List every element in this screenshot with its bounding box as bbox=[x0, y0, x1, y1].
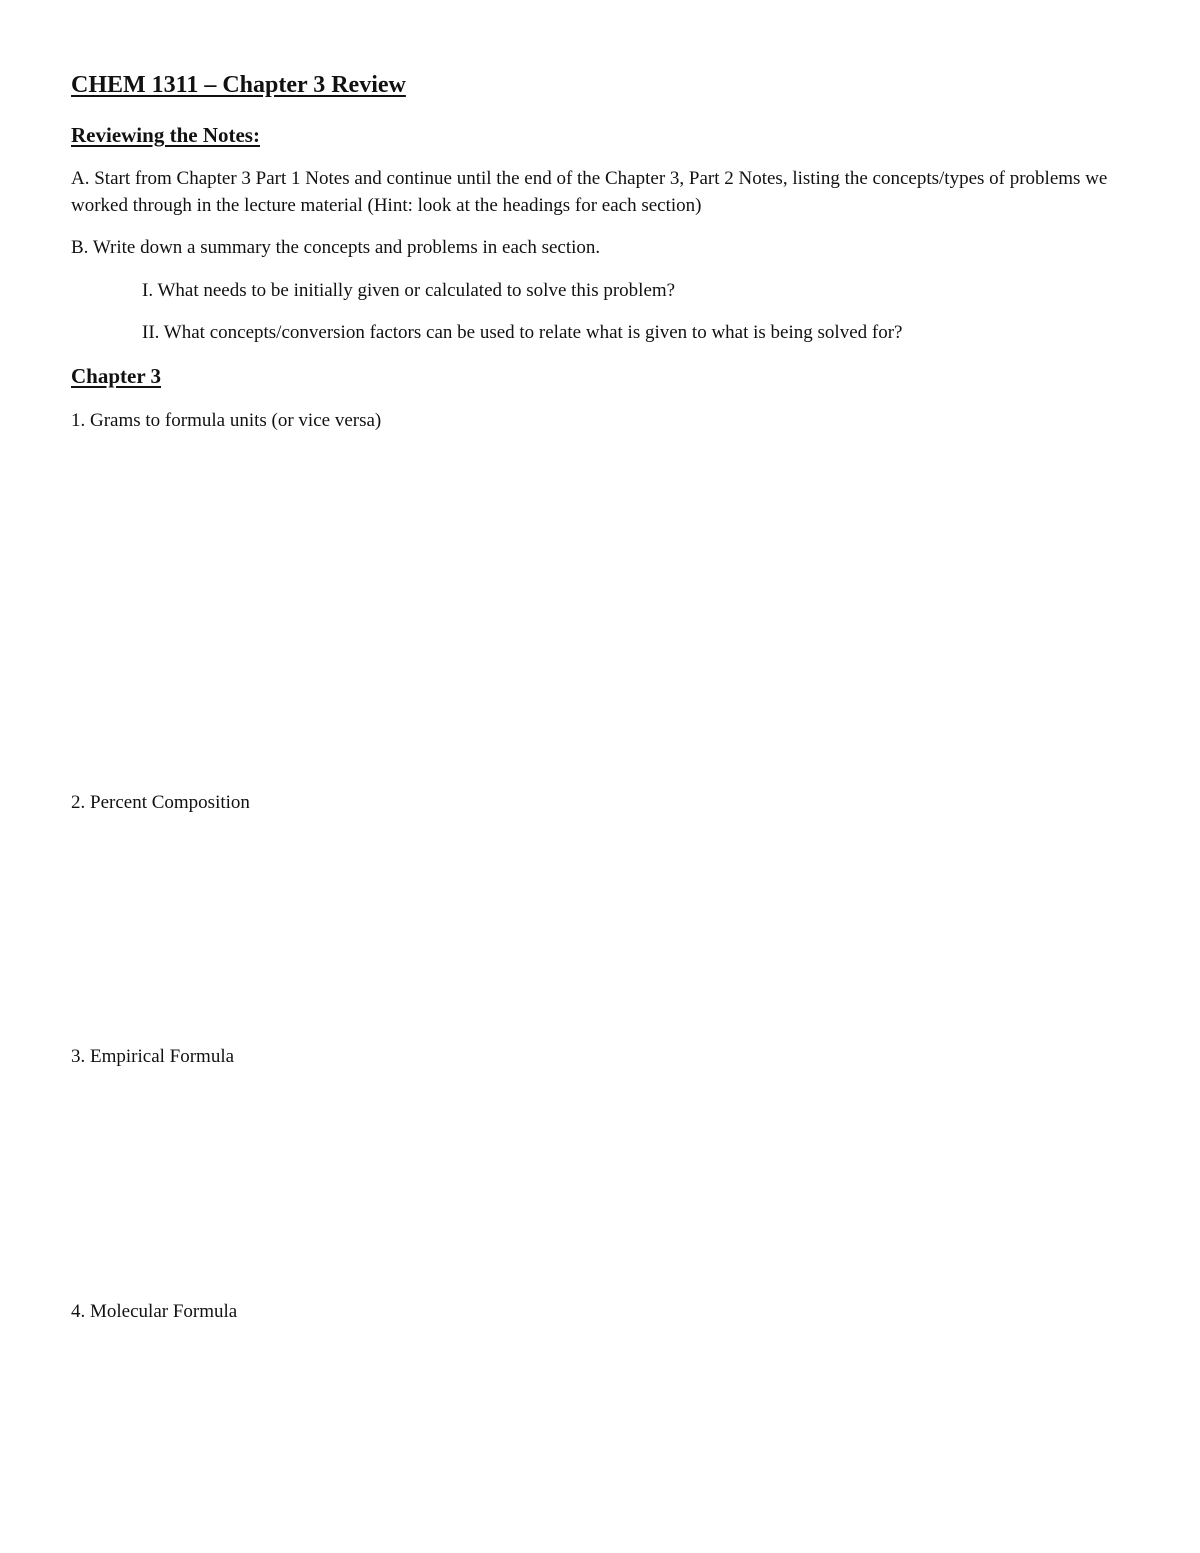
chapter-3-heading: Chapter 3 bbox=[71, 364, 162, 388]
problem-item-1: 1. Grams to formula units (or vice versa) bbox=[71, 410, 382, 431]
problem-item-3: 3. Empirical Formula bbox=[71, 1046, 235, 1067]
problem-item-2: 2. Percent Composition bbox=[71, 792, 250, 813]
instruction-a: A. Start from Chapter 3 Part 1 Notes and continue until the end of the Chapter 3, Part 2 Notes, listing the concepts/types of problems we worked through in the lecture material (Hint: look at the headings for each section) bbox=[71, 168, 1108, 216]
instruction-b-sub-ii: II. What concepts/conversion factors can be used to relate what is given to what is being solved for? bbox=[142, 322, 903, 343]
problem-item-4: 4. Molecular Formula bbox=[71, 1301, 238, 1322]
reviewing-notes-heading: Reviewing the Notes: bbox=[71, 123, 260, 147]
document-title: CHEM 1311 – Chapter 3 Review bbox=[71, 72, 406, 98]
instruction-b: B. Write down a summary the concepts and problems in each section. bbox=[71, 237, 601, 258]
instruction-b-sub-i: I. What needs to be initially given or calculated to solve this problem? bbox=[142, 280, 676, 301]
